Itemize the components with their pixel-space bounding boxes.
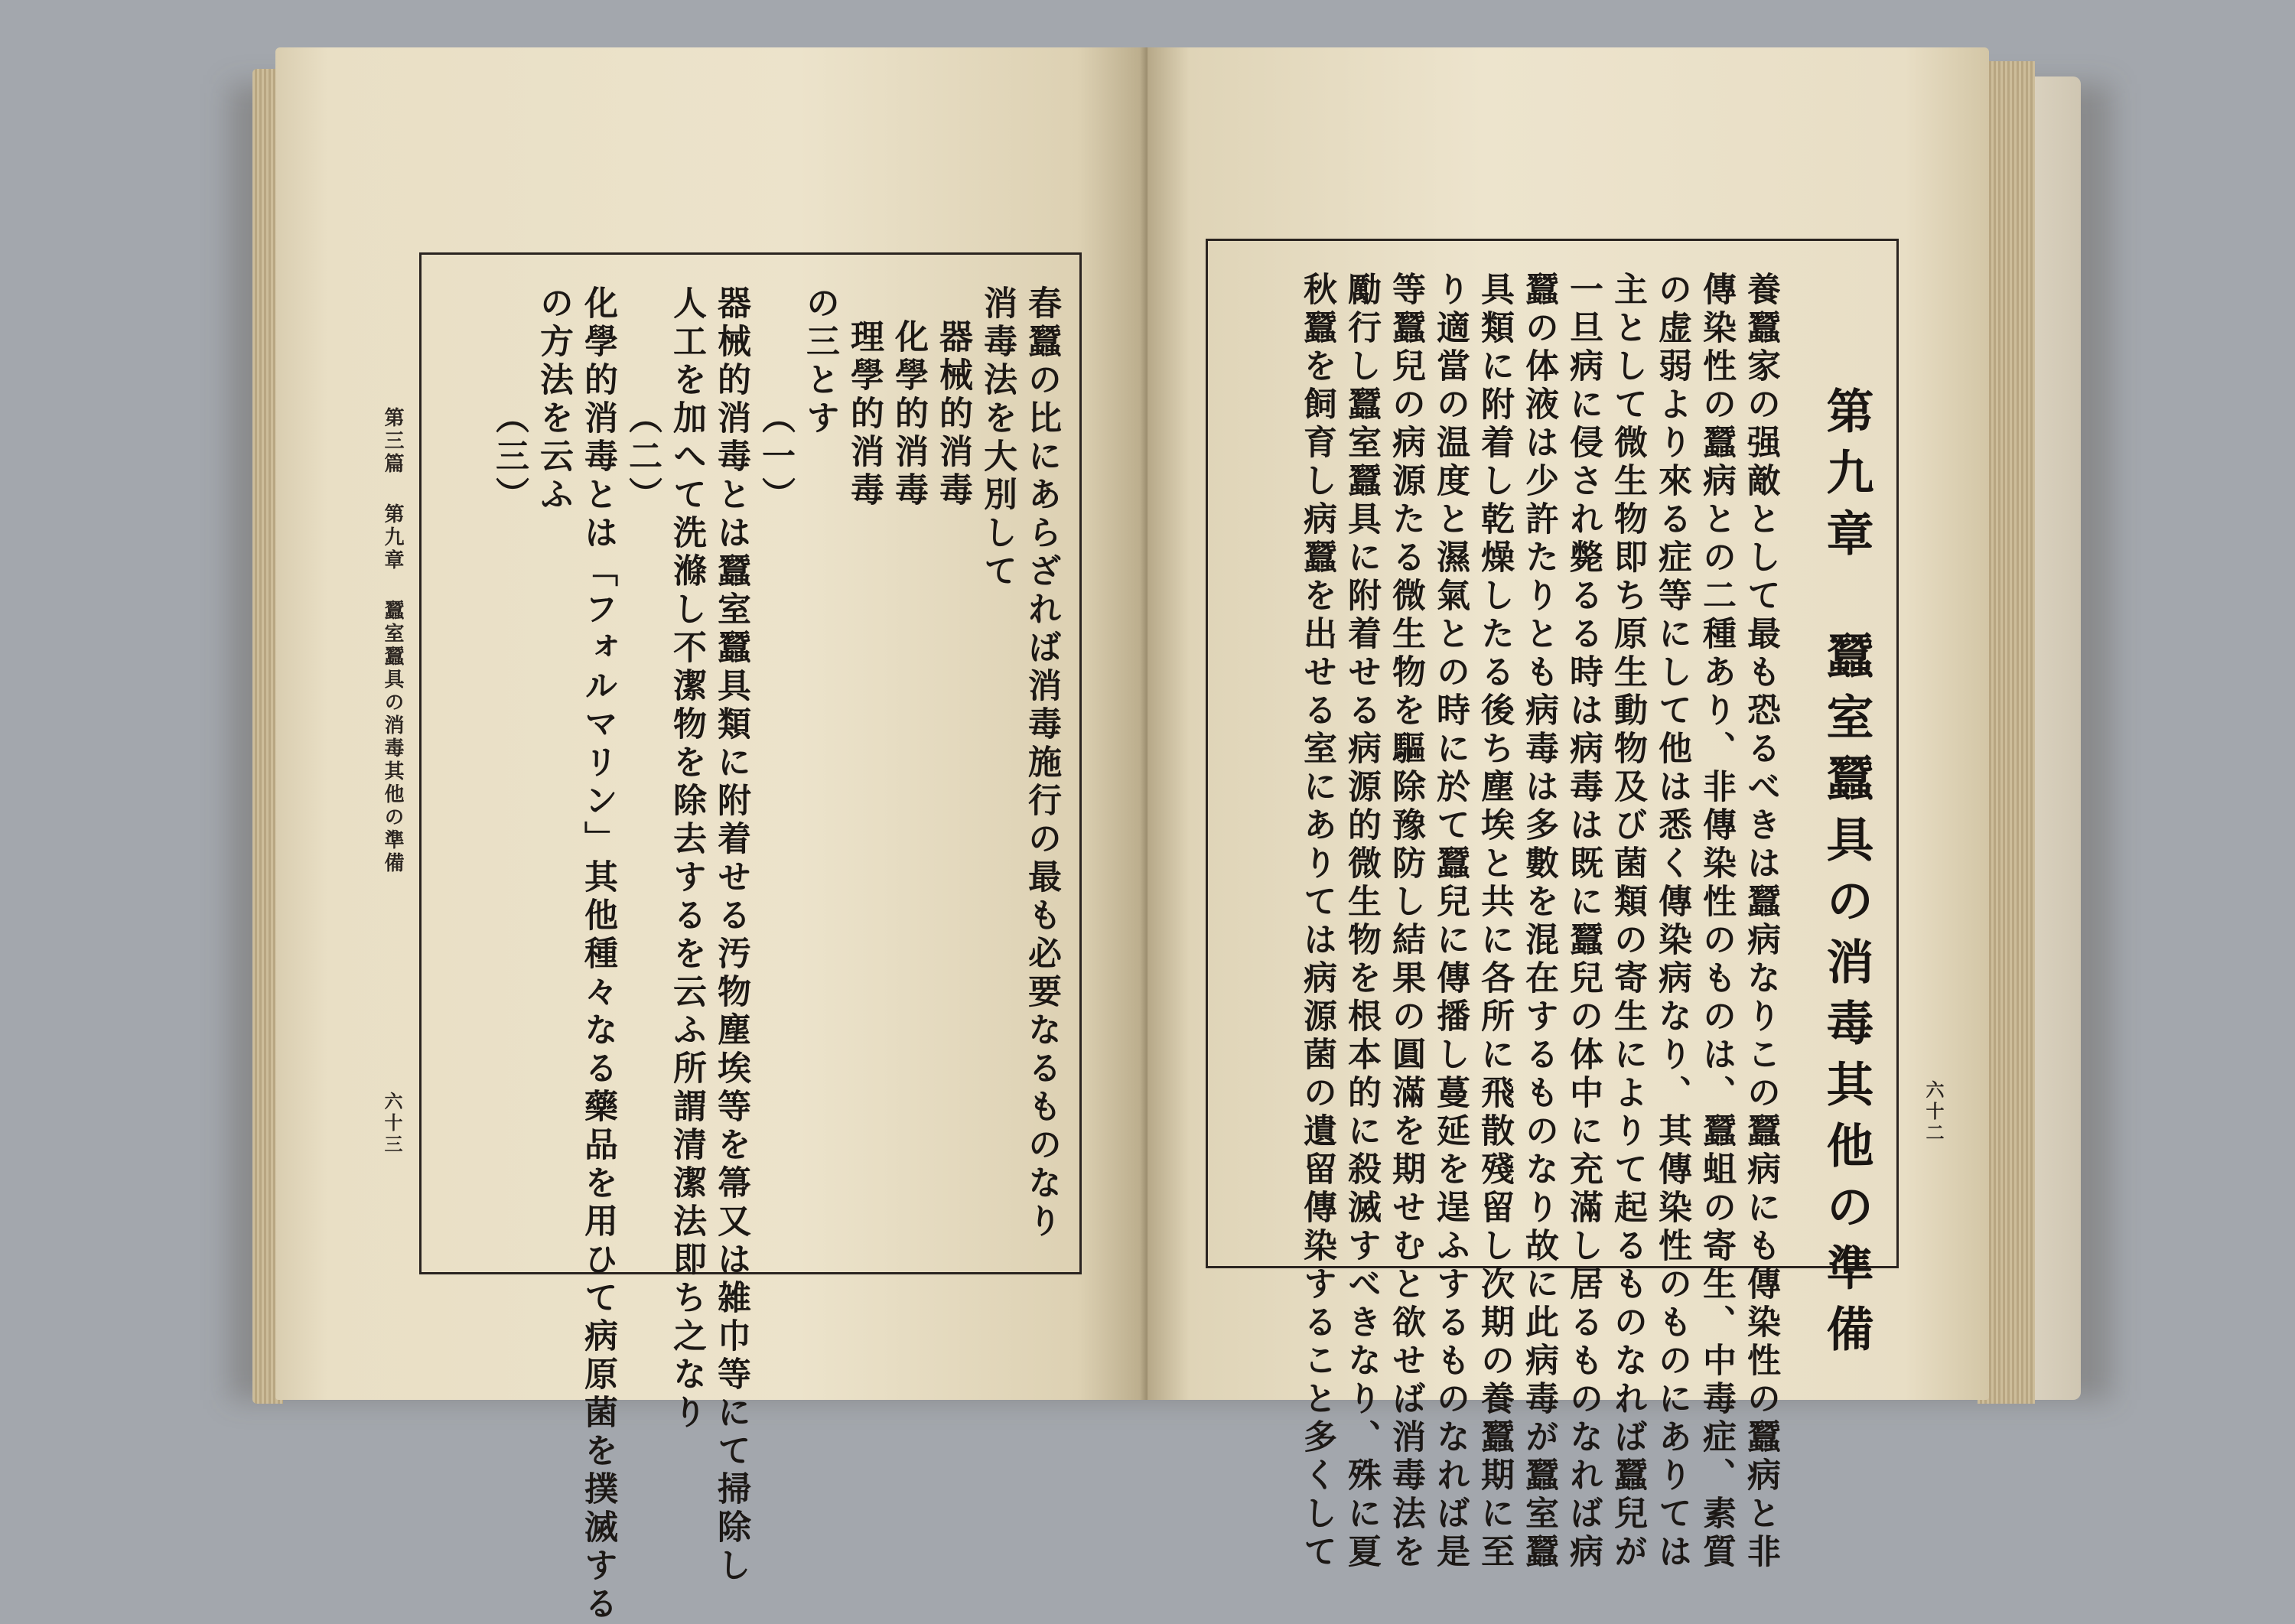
running-head-title: 蠶室蠶具の消毒其他の準備 <box>381 600 404 875</box>
text-line: 化學的消毒 <box>889 319 928 510</box>
text-line: 主として微生物即ち原生動物及び菌類の寄生によりて起るものなれば蠶兒が <box>1608 272 1647 1572</box>
text-line: 器械的消毒とは蠶室蠶具類に附着せる汚物塵埃等を箒又は雑巾等にて掃除し <box>711 285 750 1586</box>
text-line: 器械的消毒 <box>933 319 972 510</box>
text-line: 化學的消毒とは「フォルマリン」其他種々なる藥品を用ひて病原菌を撲滅する <box>578 285 617 1624</box>
text-line: の三とす <box>800 285 839 438</box>
text-line: 一旦病に侵され斃るる時は病毒は既に蠶兒の体中に充滿し居るものなれば病 <box>1564 272 1603 1572</box>
text-line: り適當の温度と濕氣との時に於て蠶兒に傳播し蔓延を逞ふするものなれば是 <box>1431 272 1470 1572</box>
running-head <box>379 407 407 875</box>
text-line: 人工を加へて洗滌し不潔物を除去するを云ふ所謂清潔法即ち之なり <box>667 285 706 1433</box>
chapter-title: 第九章 蠶室蠶具の消毒其他の準備 <box>1818 386 1874 1365</box>
text-line: 消毒法を大別して <box>978 285 1017 591</box>
running-head-part: 第三篇 <box>381 407 404 476</box>
text-line: （二） <box>623 400 662 515</box>
text-line: （一） <box>756 400 795 515</box>
text-line: 春蠶の比にあらざれば消毒施行の最も必要なるものなり <box>1022 285 1061 1242</box>
page-number-right: 六十二 <box>1922 1080 1945 1144</box>
text-line: 等蠶兒の病源たる微生物を驅除豫防し結果の圓滿を期せむと欲せば消毒法を <box>1386 272 1425 1572</box>
text-line: 勵行し蠶室蠶具に附着せる病源的微生物を根本的に殺滅すべきなり、殊に夏 <box>1342 272 1381 1572</box>
text-line: の方法を云ふ <box>534 285 573 515</box>
running-head-chapter: 第九章 <box>381 503 404 572</box>
text-line: の虚弱より來る症等にして他は悉く傳染病なり、其傳染性のものにありては <box>1652 272 1691 1572</box>
text-line: 理學的消毒 <box>845 319 884 510</box>
text-line: 具類に附着し乾燥したる後ち塵埃と共に各所に飛散殘留し次期の養蠶期に至 <box>1475 272 1514 1572</box>
right-text-frame <box>1206 239 1899 1572</box>
page-number-left: 六十三 <box>381 1092 403 1156</box>
text-line: 蠶の体液は少許たりとも病毒は多數を混在するものなり故に此病毒が蠶室蠶 <box>1519 272 1558 1572</box>
left-text-frame <box>419 252 1082 1624</box>
text-line: 秋蠶を飼育し病蠶を出せる室にありては病源菌の遺留傳染すること多くして <box>1297 272 1336 1572</box>
text-line: 養蠶家の强敵として最も恐るべきは蠶病なりこの蠶病にも傳染性の蠶病と非 <box>1741 272 1780 1572</box>
text-line: 傳染性の蠶病との二種あり、非傳染性のものは、蠶蛆の寄生、中毒症、素質 <box>1697 272 1736 1572</box>
text-line: （三） <box>490 400 529 515</box>
